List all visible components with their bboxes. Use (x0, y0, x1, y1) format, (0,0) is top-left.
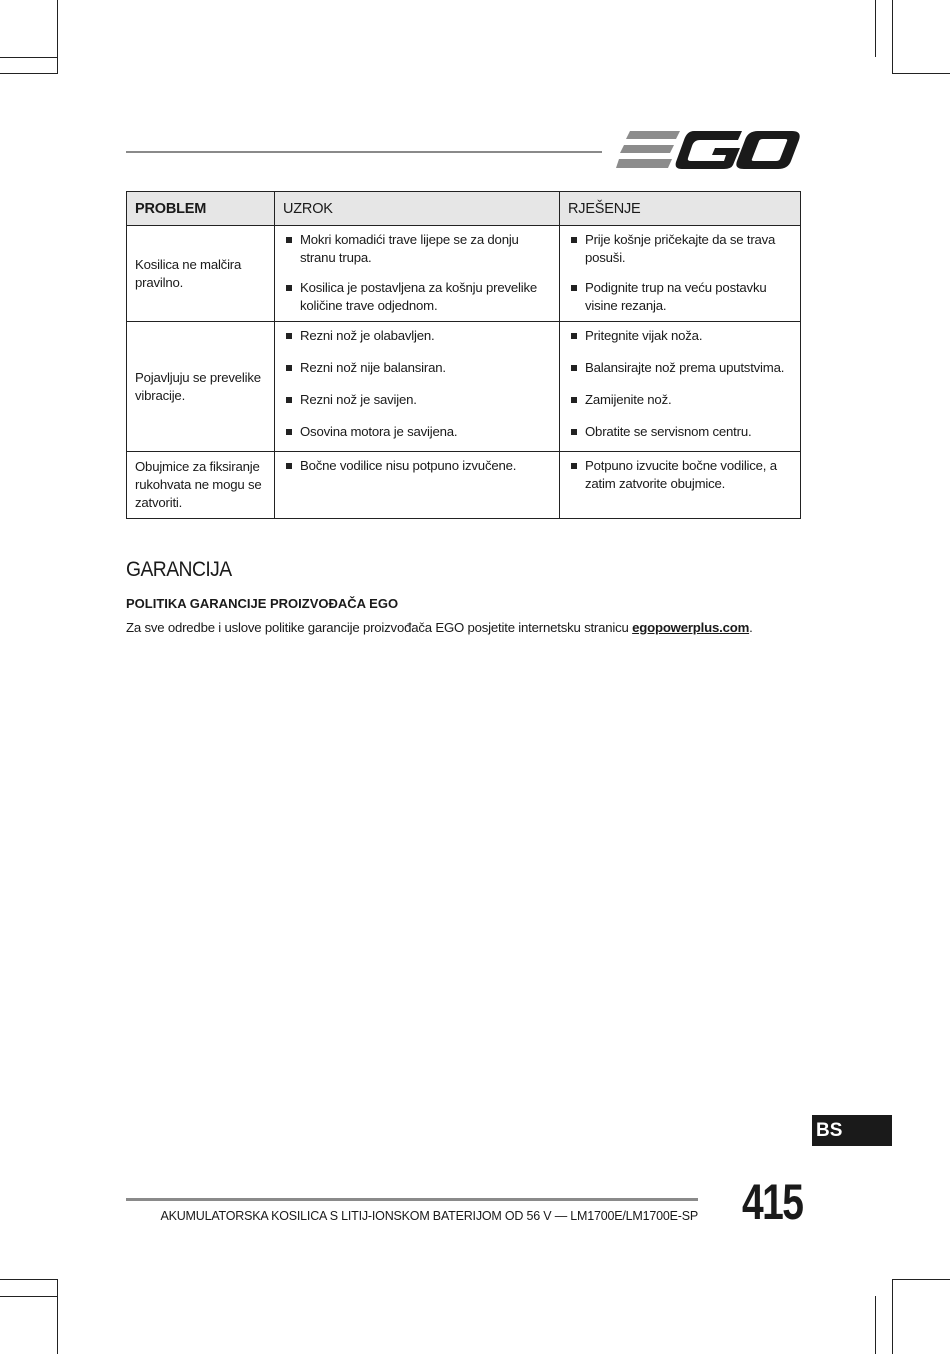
warranty-paragraph (126, 620, 753, 635)
crop-mark (0, 1279, 57, 1280)
cause-item: Mokri komadići trave lijepe se za donju stranu trupa. (285, 231, 551, 267)
warranty-text-end: . (749, 620, 753, 635)
solution-cell (560, 322, 801, 452)
bullet-square-icon (286, 333, 292, 339)
problem-cell: Obujmice za fiksiranje rukohvata ne mogu se zatvoriti. (127, 452, 275, 519)
section-title: GARANCIJA (126, 558, 232, 581)
solution-item: Prije košnje pričekajte da se trava posuši. (570, 231, 792, 267)
solution-item: Potpuno izvucite bočne vodilice, a zatim zatvorite obujmice. (570, 457, 792, 493)
language-badge: BS (812, 1115, 892, 1146)
header-rule (126, 151, 602, 153)
section-subtitle: POLITIKA GARANCIJE PROIZVOĐAČA EGO (126, 596, 399, 611)
bullet-square-icon (571, 333, 577, 339)
bullet-square-icon (571, 285, 577, 291)
bullet-square-icon (571, 365, 577, 371)
problem-cell: Kosilica ne malčira pravilno. (127, 226, 275, 322)
bullet-square-icon (286, 429, 292, 435)
crop-mark (0, 57, 57, 58)
crop-mark (875, 1296, 876, 1354)
cause-item: Bočne vodilice nisu potpuno izvučene. (285, 457, 551, 475)
cause-cell (275, 226, 560, 322)
solution-cell (560, 226, 801, 322)
table-row (127, 226, 801, 322)
cause-item: Rezni nož je olabavljen. (285, 327, 551, 345)
cause-cell (275, 452, 560, 519)
crop-mark (57, 1279, 58, 1354)
table-row (127, 452, 801, 519)
crop-mark (0, 1296, 57, 1297)
footer-text: AKUMULATORSKA KOSILICA S LITIJ-IONSKOM BATERIJOM OD 56 V — LM1700E/LM1700E-SP (160, 1209, 698, 1223)
table-row (127, 322, 801, 452)
cause-item: Rezni nož nije balansiran. (285, 359, 551, 377)
crop-mark (892, 73, 950, 74)
crop-mark (0, 73, 57, 74)
table-header-row (127, 192, 801, 226)
problem-cell: Pojavljuju se prevelike vibracije. (127, 322, 275, 452)
column-header-problem: PROBLEM (127, 192, 275, 226)
warranty-link[interactable]: egopowerplus.com (632, 620, 750, 635)
crop-mark (892, 1279, 950, 1280)
cause-cell (275, 322, 560, 452)
warranty-text: Za sve odredbe i uslove politike garancije proizvođača EGO posjetite internetsku stranicu (126, 620, 633, 635)
bullet-square-icon (571, 397, 577, 403)
column-header-solution: RJEŠENJE (560, 192, 801, 226)
page-number: 415 (742, 1174, 803, 1230)
bullet-square-icon (571, 237, 577, 243)
bullet-square-icon (286, 237, 292, 243)
solution-item: Zamijenite nož. (570, 391, 792, 409)
solution-item: Obratite se servisnom centru. (570, 423, 792, 441)
ego-logo (616, 128, 800, 172)
column-header-cause: UZROK (275, 192, 560, 226)
crop-mark (892, 1279, 893, 1354)
solution-item: Pritegnite vijak noža. (570, 327, 792, 345)
troubleshooting-table (126, 191, 801, 519)
cause-item: Osovina motora je savijena. (285, 423, 551, 441)
solution-item: Balansirajte nož prema uputstvima. (570, 359, 792, 377)
bullet-square-icon (571, 463, 577, 469)
crop-mark (875, 0, 876, 57)
cause-item: Kosilica je postavljena za košnju prevelike količine trave odjednom. (285, 279, 551, 315)
bullet-square-icon (286, 365, 292, 371)
bullet-square-icon (286, 397, 292, 403)
crop-mark (892, 0, 893, 74)
solution-item: Podignite trup na veću postavku visine rezanja. (570, 279, 792, 315)
bullet-square-icon (286, 285, 292, 291)
solution-cell (560, 452, 801, 519)
bullet-square-icon (286, 463, 292, 469)
footer-rule (126, 1198, 698, 1201)
cause-item: Rezni nož je savijen. (285, 391, 551, 409)
bullet-square-icon (571, 429, 577, 435)
crop-mark (57, 0, 58, 74)
